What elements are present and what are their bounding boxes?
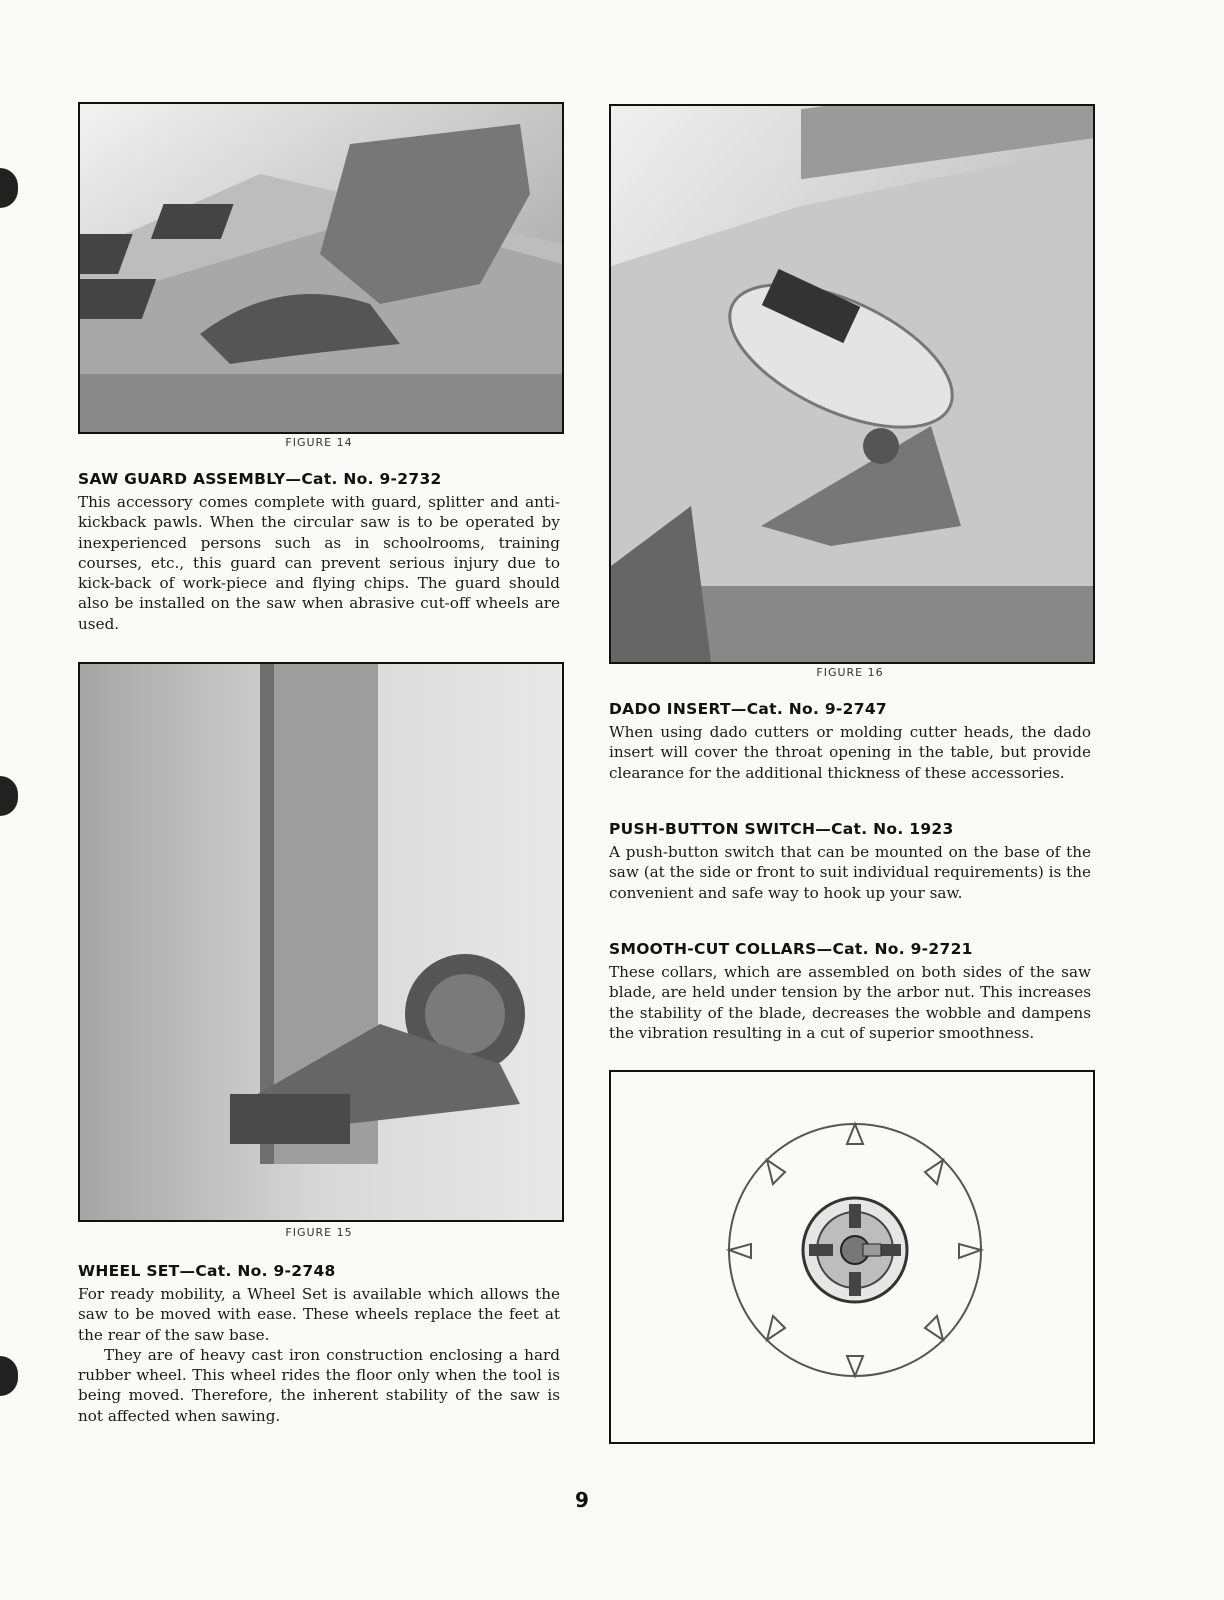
saw-guard-heading: SAW GUARD ASSEMBLY—Cat. No. 9-2732 [78,470,442,488]
saw-guard-paragraph: This accessory comes complete with guard, splitter and anti-kickback pawls. When the circular saw is to be operated by inexperienced persons such as in schoolrooms, training courses, etc., this guard can prevent serious injury due to kick-back of work-piece and flying chips. The guard should also be installed on the saw when abrasive cut-off wheels are used. [78,493,560,633]
figure-16-caption: FIGURE 16 [816,666,884,679]
saw-guard-text [78,492,560,634]
wheel-set-text [78,1284,560,1426]
saw-blade-collars-image [609,1070,1095,1444]
wheel-set-paragraph-2: They are of heavy cast iron construction enclosing a hard rubber wheel. This wheel rides the floor only when the tool is being moved. Therefore, the inherent stability of the saw is not affected when sawing. [78,1345,560,1425]
figure-15-caption: FIGURE 15 [285,1226,353,1239]
push-button-paragraph: A push-button switch that can be mounted on the base of the saw (at the side or front to suit individual requirements) is the convenient and safe way to hook up your saw. [609,843,1091,902]
binder-hole [0,168,18,208]
dado-insert-text [609,722,1091,783]
binder-hole [0,1356,18,1396]
push-button-heading: PUSH-BUTTON SWITCH—Cat. No. 1923 [609,820,954,838]
figure-14-caption: FIGURE 14 [285,436,353,449]
smooth-cut-heading: SMOOTH-CUT COLLARS—Cat. No. 9-2721 [609,940,973,958]
figure-14-image [78,102,564,434]
smooth-cut-paragraph: These collars, which are assembled on both sides of the saw blade, are held under tension by the arbor nut. This increases the stability of the blade, decreases the wobble and dampens the vibration resulting in a cut of superior smoothness. [609,963,1091,1042]
dado-insert-paragraph: When using dado cutters or molding cutter heads, the dado insert will cover the throat opening in the table, but provide clearance for the additional thickness of these accessories. [609,723,1091,782]
figure-16-image [609,104,1095,664]
wheel-set-paragraph-1: For ready mobility, a Wheel Set is available which allows the saw to be moved with ease. These wheels replace the feet at the rear of the saw base. [78,1285,560,1344]
figure-15-image [78,662,564,1222]
push-button-text [609,842,1091,903]
wheel-set-heading: WHEEL SET—Cat. No. 9-2748 [78,1262,336,1280]
binder-hole [0,776,18,816]
dado-insert-heading: DADO INSERT—Cat. No. 9-2747 [609,700,887,718]
smooth-cut-text [609,962,1091,1043]
page-number: 9 [575,1488,589,1512]
